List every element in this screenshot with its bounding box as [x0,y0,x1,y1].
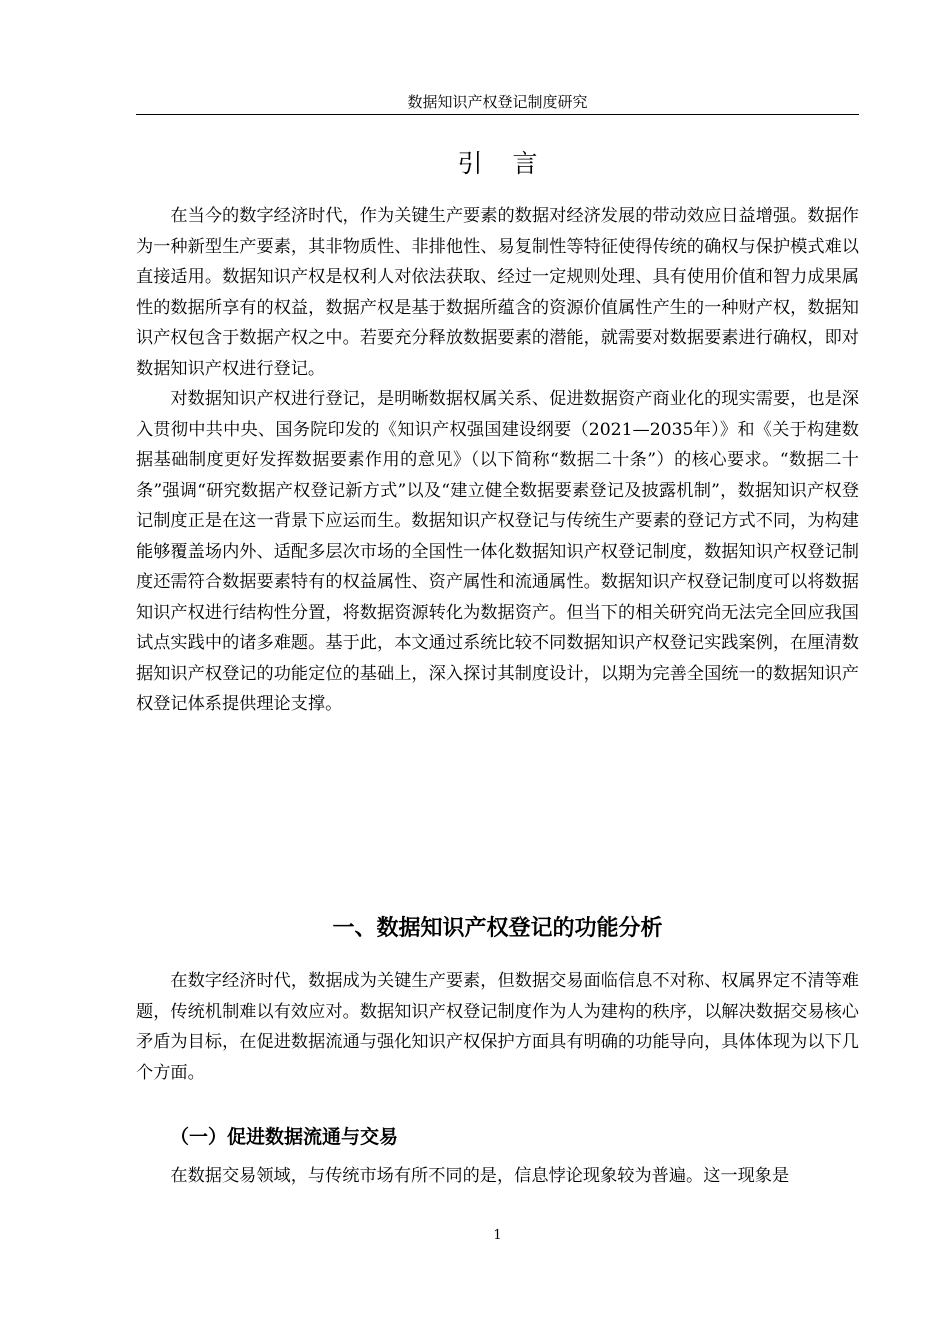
introduction-title: 引言 [457,149,568,178]
running-header-title: 数据知识产权登记制度研究 [407,93,588,111]
section-1-body [136,966,859,1088]
section-1-paragraph: 在数字经济时代，数据成为关键生产要素，但数据交易面临信息不对称、权属界定不清等难题，传统机制难以有效应对。数据知识产权登记制度作为人为建构的秩序，以解决数据交易核心矛盾为目标，在促进数据流通与强化知识产权保护方面具有明确的功能导向，具体体现为以下几个方面。 [136,971,859,1083]
introduction-body [136,201,859,720]
intro-paragraph-2: 对数据知识产权进行登记，是明晰数据权属关系、促进数据资产商业化的现实需要，也是深入贯彻中共中央、国务院印发的《知识产权强国建设纲要（2021—2035年）》和《关于构建数据基础制度更好发挥数据要素作用的意见》（以下简称“数据二十条”）的核心要求。“数据二十条”强调“研究数据产权登记新方式”以及“建立健全数据要素登记及披露机制”，数据知识产权登记制度正是在这一背景下应运而生。数据知识产权登记与传统生产要素的登记方式不同，为构建能够覆盖场内外、适配多层次市场的全国性一体化数据知识产权登记制度，数据知识产权登记制度还需符合数据要素特有的权益属性、资产属性和流通属性。数据知识产权登记制度可以将数据知识产权进行结构性分置，将数据资源转化为数据资产。但当下的相关研究尚无法完全回应我国试点实践中的诸多难题。基于此，本文通过系统比较不同数据知识产权登记实践案例，在厘清数据知识产权登记的功能定位的基础上，深入探讨其制度设计，以期为完善全国统一的数据知识产权登记体系提供理论支撑。 [136,389,859,714]
header-divider [136,114,859,115]
page-number: 1 [493,1228,502,1243]
intro-paragraph-1: 在当今的数字经济时代，作为关键生产要素的数据对经济发展的带动效应日益增强。数据作为一种新型生产要素，其非物质性、非排他性、易复制性等特征使得传统的确权与保护模式难以直接适用。数据知识产权是权利人对依法获取、经过一定规则处理、具有使用价值和智力成果属性的数据所享有的权益，数据产权是基于数据所蕴含的资源价值属性产生的一种财产权，数据知识产权包含于数据产权之中。若要充分释放数据要素的潜能，就需要对数据要素进行确权，即对数据知识产权进行登记。 [136,206,859,379]
subsection-1-body [136,1161,859,1192]
subsection-1-heading: （一）促进数据流通与交易 [170,1126,399,1148]
section-1-heading: 一、数据知识产权登记的功能分析 [332,916,663,941]
subsection-1-paragraph: 在数据交易领域，与传统市场有所不同的是，信息悖论现象较为普遍。这一现象是 [170,1166,790,1186]
